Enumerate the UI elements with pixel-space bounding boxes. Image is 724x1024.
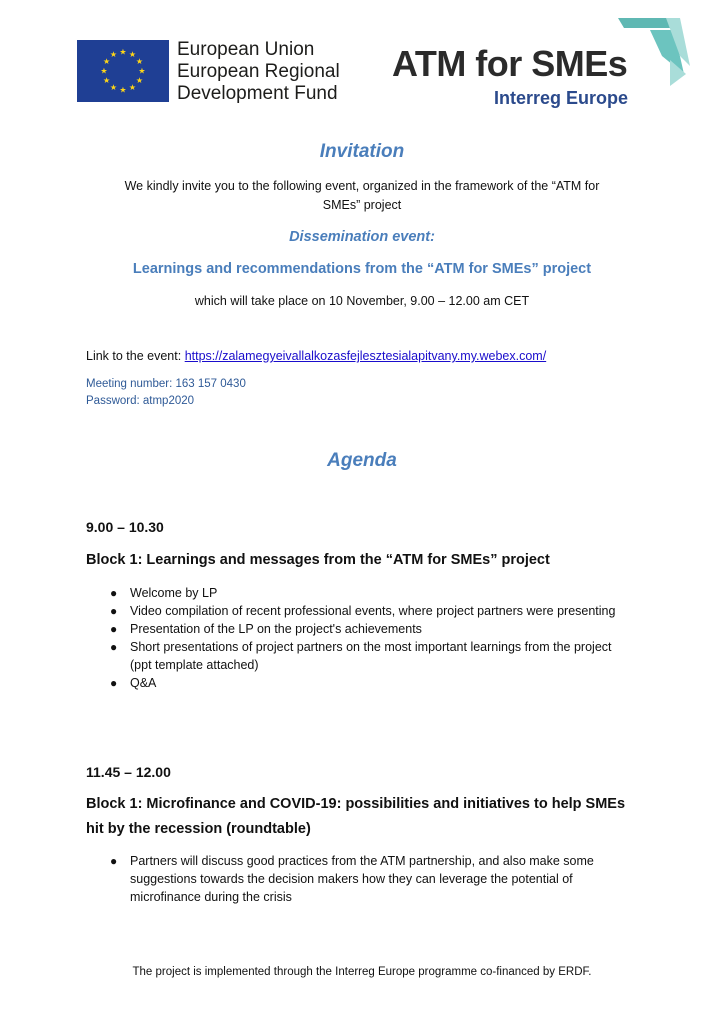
block1-title: Block 1: Learnings and messages from the “ATM for SMEs” project [86,552,550,568]
eu-line: European Regional [177,61,340,82]
eu-star-icon: ★ [102,76,111,85]
list-item [108,620,628,638]
bullet-icon: ● [110,586,118,600]
bullet-icon: ● [110,622,118,636]
intro-line: We kindly invite you to the following event, organized in the framework of the “ATM for [124,179,600,193]
event-link[interactable]: https://zalamegyeivallalkozasfejlesztesialapitvany.my.webex.com/ [184,349,547,363]
eu-star-icon: ★ [109,50,118,60]
eu-line: European Union [177,39,315,60]
footer-text: The project is implemented through the Interreg Europe programme co-financed by ERDF. [132,966,592,978]
block2-time: 11.45 – 12.00 [86,764,171,780]
eu-star-icon: ★ [128,50,137,60]
event-link-label: Link to the event: [86,349,185,363]
list-item [108,584,628,602]
eu-star-icon: ★ [135,76,144,85]
intro-line: SMEs” project [322,198,402,212]
event-title: Learnings and recommendations from the “ATM for SMEs” project [132,261,592,277]
eu-star-icon: ★ [128,82,137,92]
block1-list [108,584,628,692]
eu-star-icon: ★ [119,47,127,57]
list-item [108,638,628,674]
atm-logo-subtitle: Interreg Europe [494,88,629,108]
atm-logo-title: ATM for SMEs [392,43,628,84]
list-item-text: Presentation of the LP on the project's achievements [130,622,422,636]
invitation-heading: Invitation [319,141,405,162]
bullet-icon: ● [110,854,118,868]
meeting-password: Password: atmp2020 [86,395,195,407]
list-item-text: Video compilation of recent professional events, where project partners were presenting [130,604,616,618]
list-item-text: Q&A [130,676,157,690]
intro-text [60,177,664,215]
eu-star-icon: ★ [119,85,127,95]
list-item [108,674,628,692]
eu-flag-icon [77,40,169,102]
meeting-number: Meeting number: 163 157 0430 [86,378,246,390]
bullet-icon: ● [110,640,118,654]
block2-list [108,852,628,906]
eu-fund-label [177,39,340,105]
block2-title: Block 1: Microfinance and COVID-19: possibilities and initiatives to help SMEs hit by the recession (roundtable) [86,796,626,837]
eu-star-icon: ★ [102,57,111,66]
eu-star-icon: ★ [109,82,118,92]
bullet-icon: ● [110,604,118,618]
event-type: Dissemination event: [289,229,435,245]
list-item [108,602,628,620]
event-link-line [86,349,546,363]
list-item-text: Short presentations of project partners on the most important learnings from the project (ppt template attached) [130,640,612,672]
list-item-text: Partners will discuss good practices from the ATM partnership, and also make some suggestions towards the decision makers how they can leverage the potential of microfinance during the crisis [130,854,594,904]
list-item-text: Welcome by LP [130,586,218,600]
agenda-heading: Agenda [327,450,397,471]
eu-line: Development Fund [177,83,338,104]
list-item [108,852,628,906]
eu-star-icon: ★ [138,66,146,76]
event-when: which will take place on 10 November, 9.00 – 12.00 am CET [194,294,530,308]
eu-star-icon: ★ [100,66,108,76]
eu-star-icon: ★ [135,57,144,66]
bullet-icon: ● [110,676,118,690]
block1-time: 9.00 – 10.30 [86,519,164,535]
